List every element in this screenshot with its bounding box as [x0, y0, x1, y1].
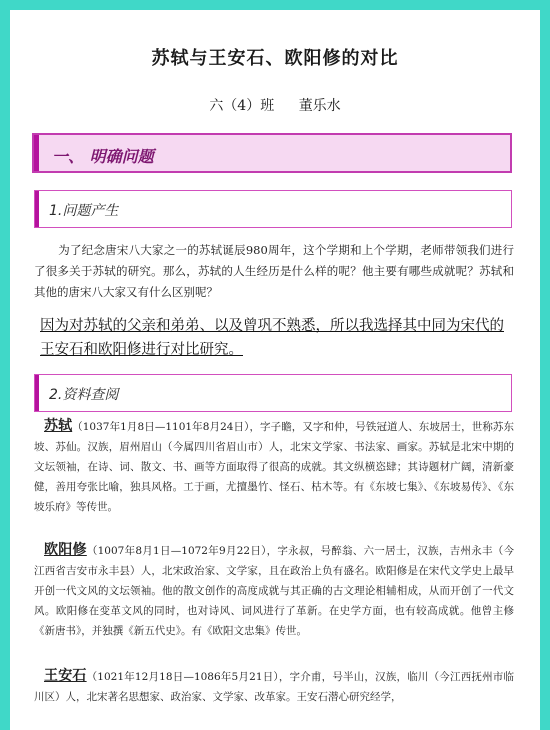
- intro-paragraph: [34, 240, 514, 303]
- subsection-accent-bar: [35, 191, 39, 227]
- section-heading: 一、 明确问题: [52, 147, 154, 166]
- entry-name: 欧阳修: [44, 542, 87, 558]
- entry-ouyangxiu: [34, 540, 514, 641]
- subsection-accent-bar: [35, 375, 39, 411]
- research-statement: 因为对苏轼的父亲和弟弟、以及曾巩不熟悉，所以我选择其中同为宋代的王安石和欧阳修进行对比研究。: [40, 318, 504, 358]
- author-name: 董乐水: [298, 98, 341, 114]
- section-accent-bar: [34, 135, 39, 171]
- document-page: [10, 10, 540, 730]
- intro-text: 为了纪念唐宋八大家之一的苏轼诞辰980周年，这个学期和上个学期，老师带领我们进行了很多关于苏轼的研究。那么，苏轼的人生经历是什么样的呢？他主要有哪些成就呢？苏轼和其他的唐宋八大家又有什么区别呢？: [34, 243, 514, 299]
- subsection-heading: 1.问题产生: [49, 203, 119, 219]
- entry-text: （1037年1月8日—1101年8月24日），字子瞻，又字和仲，号铁冠道人、东坡居士，世称苏东坡、苏仙。汉族，眉州眉山（今属四川省眉山市）人，北宋文学家、书法家、画家。苏轼是北宋中期的文坛领袖，在诗、词、散文、书、画等方面取得了很高的成就。其文纵横恣肆；其诗题材广阔，清新豪健，善用夸张比喻，独具风格。工于画，尤擅墨竹、怪石、枯木等。有《东坡七集》、《东坡易传》、《东坡乐府》等传世。: [34, 421, 514, 513]
- entry-wanganshi: [34, 666, 514, 707]
- subsection-heading-box-2: [34, 374, 512, 412]
- entry-text: （1021年12月18日—1086年5月21日），字介甫，号半山，汉族，临川（今江西抚州市临川区）人，北宋著名思想家、政治家、文学家、改革家。王安石潜心研究经学，: [34, 671, 515, 703]
- section-heading-box: [32, 133, 512, 173]
- subsection-heading-box-1: [34, 190, 512, 228]
- entry-sushi: [34, 416, 514, 517]
- subsection-heading: 2.资料查阅: [49, 387, 119, 403]
- entry-name: 王安石: [44, 668, 87, 684]
- author-line: [10, 95, 540, 115]
- entry-text: （1007年8月1日—1072年9月22日），字永叔，号醉翁、六一居士，汉族，吉州永丰（今江西省吉安市永丰县）人，北宋政治家、文学家，且在政治上负有盛名。欧阳修是在宋代文学史上最早开创一代文风的文坛领袖。他的散文创作的高度成就与其正确的古文理论相辅相成，从而开创了一代文风。欧阳修在变革文风的同时，也对诗风、词风进行了革新。在史学方面，也有较高成就。他曾主修《新唐书》，并独撰《新五代史》。有《欧阳文忠集》传世。: [34, 545, 514, 637]
- entry-name: 苏轼: [44, 418, 73, 434]
- page-title: 苏轼与王安石、欧阳修的对比: [151, 48, 399, 69]
- author-class: 六（4）班: [209, 98, 275, 114]
